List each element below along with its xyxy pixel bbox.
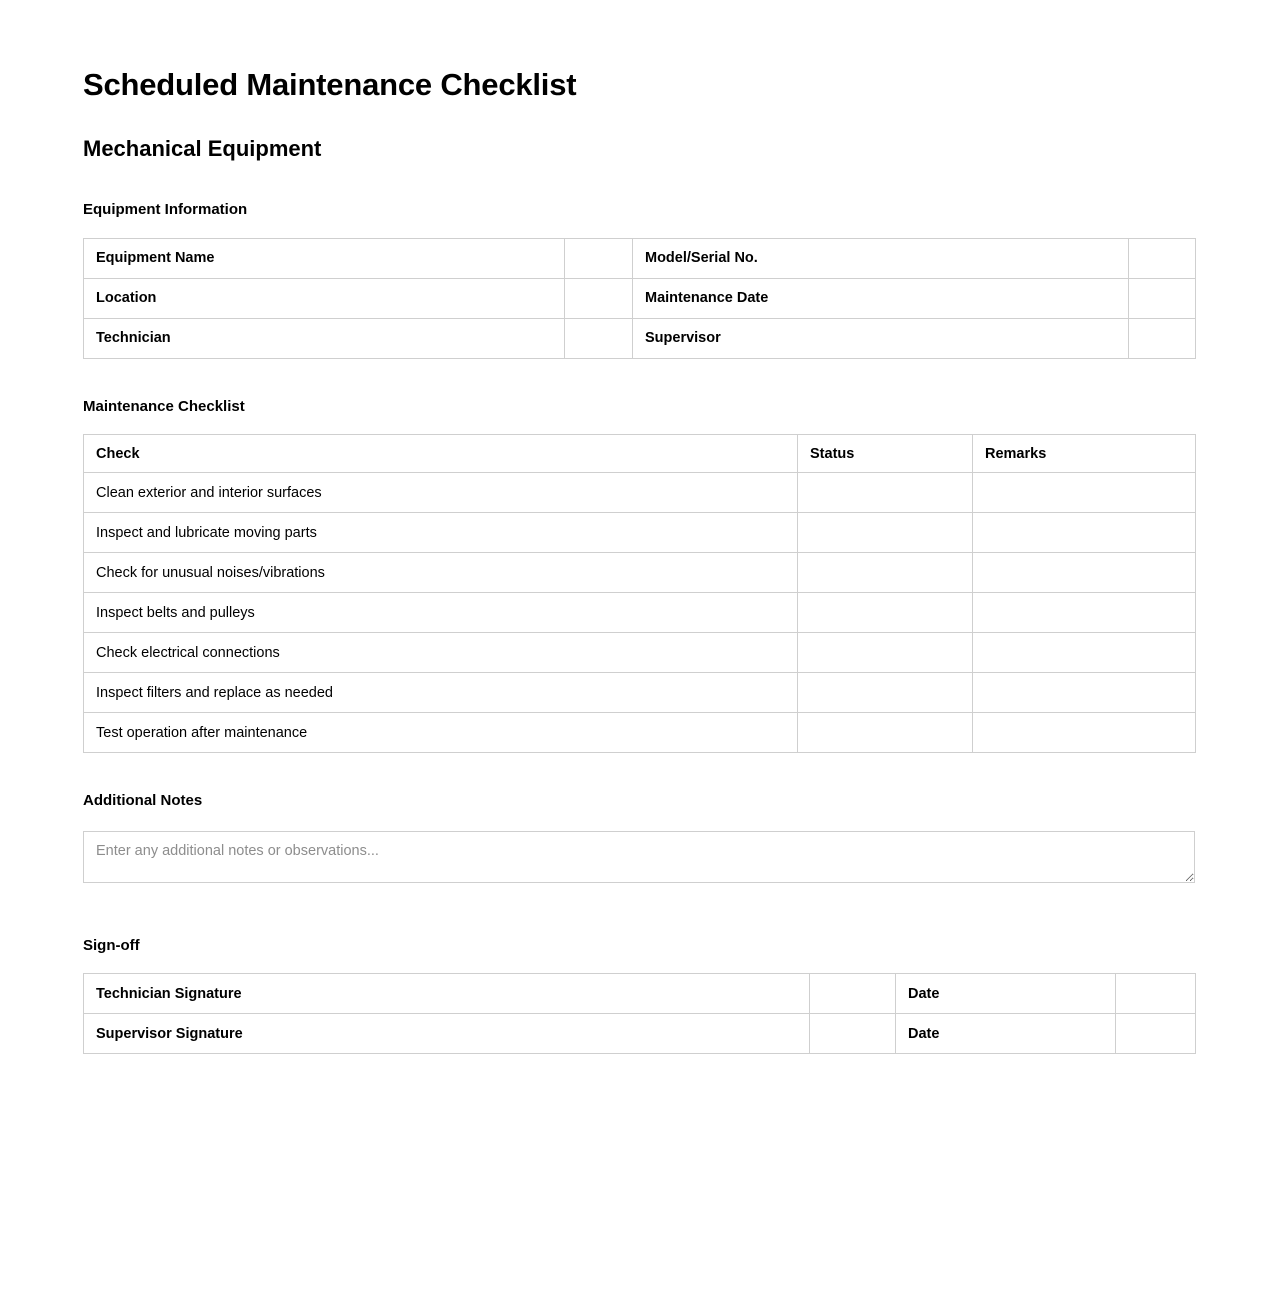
technician-date-value[interactable]: [1116, 974, 1196, 1014]
technician-signature-label: Technician Signature: [84, 974, 810, 1014]
equipment-name-label: Equipment Name: [84, 238, 565, 278]
supervisor-date-label: Date: [896, 1014, 1116, 1054]
table-row: [84, 673, 1196, 713]
supervisor-date-value[interactable]: [1116, 1014, 1196, 1054]
maintenance-checklist-table: [83, 434, 1196, 753]
checklist-item-status[interactable]: [798, 593, 973, 633]
table-header-row: [84, 435, 1196, 473]
checklist-item-status[interactable]: [798, 553, 973, 593]
checklist-item-remarks[interactable]: [973, 593, 1196, 633]
table-row: [84, 713, 1196, 753]
supervisor-signature-label: Supervisor Signature: [84, 1014, 810, 1054]
maintenance-checklist-heading: Maintenance Checklist: [83, 397, 245, 415]
supervisor-signature-value[interactable]: [810, 1014, 896, 1054]
technician-date-label: Date: [896, 974, 1116, 1014]
checklist-item-remarks[interactable]: [973, 553, 1196, 593]
checklist-item-status[interactable]: [798, 673, 973, 713]
maintenance-date-label: Maintenance Date: [633, 278, 1129, 318]
signoff-heading: Sign-off: [83, 936, 140, 954]
checklist-item-label: Check electrical connections: [84, 633, 798, 673]
location-value[interactable]: [565, 278, 633, 318]
table-row: [84, 238, 1196, 278]
additional-notes-input[interactable]: [83, 831, 1195, 883]
equipment-name-value[interactable]: [565, 238, 633, 278]
checklist-item-label: Check for unusual noises/vibrations: [84, 553, 798, 593]
table-row: [84, 473, 1196, 513]
checklist-item-status[interactable]: [798, 713, 973, 753]
checklist-item-label: Inspect and lubricate moving parts: [84, 513, 798, 553]
model-serial-value[interactable]: [1129, 238, 1196, 278]
signoff-section: [83, 936, 1195, 1055]
location-label: Location: [84, 278, 565, 318]
model-serial-label: Model/Serial No.: [633, 238, 1129, 278]
checklist-item-status[interactable]: [798, 473, 973, 513]
additional-notes-wrapper: [83, 831, 1195, 888]
column-header-status: Status: [798, 435, 973, 473]
table-row: [84, 513, 1196, 553]
technician-label: Technician: [84, 318, 565, 358]
checklist-item-remarks[interactable]: [973, 633, 1196, 673]
equipment-information-table: [83, 238, 1196, 359]
supervisor-value[interactable]: [1129, 318, 1196, 358]
page-subtitle: Mechanical Equipment: [83, 135, 322, 161]
checklist-item-label: Clean exterior and interior surfaces: [84, 473, 798, 513]
checklist-item-status[interactable]: [798, 633, 973, 673]
checklist-item-remarks[interactable]: [973, 713, 1196, 753]
table-row: [84, 593, 1196, 633]
checklist-item-status[interactable]: [798, 513, 973, 553]
table-row: [84, 278, 1196, 318]
equipment-information-heading: Equipment Information: [83, 201, 248, 219]
checklist-item-remarks[interactable]: [973, 473, 1196, 513]
signoff-table: [83, 973, 1196, 1054]
table-row: [84, 1014, 1196, 1054]
checklist-item-label: Test operation after maintenance: [84, 713, 798, 753]
technician-value[interactable]: [565, 318, 633, 358]
supervisor-label: Supervisor: [633, 318, 1129, 358]
column-header-check: Check: [84, 435, 798, 473]
table-row: [84, 633, 1196, 673]
table-row: [84, 974, 1196, 1014]
checklist-item-label: Inspect belts and pulleys: [84, 593, 798, 633]
maintenance-date-value[interactable]: [1129, 278, 1196, 318]
page-title: Scheduled Maintenance Checklist: [83, 67, 577, 102]
checklist-item-remarks[interactable]: [973, 673, 1196, 713]
checklist-item-remarks[interactable]: [973, 513, 1196, 553]
checklist-item-label: Inspect filters and replace as needed: [84, 673, 798, 713]
additional-notes-heading: Additional Notes: [83, 792, 203, 810]
table-row: [84, 318, 1196, 358]
column-header-remarks: Remarks: [973, 435, 1196, 473]
table-row: [84, 553, 1196, 593]
technician-signature-value[interactable]: [810, 974, 896, 1014]
